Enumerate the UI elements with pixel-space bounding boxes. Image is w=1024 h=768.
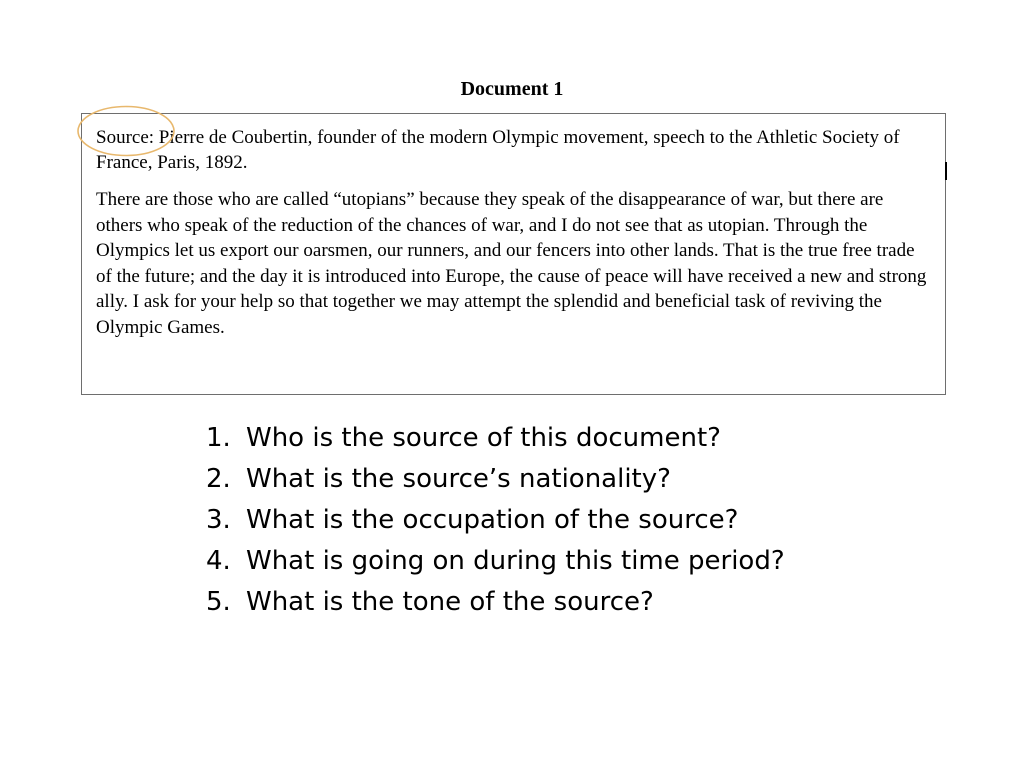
question-list	[206, 418, 785, 623]
source-box	[81, 113, 946, 395]
question-item	[206, 541, 785, 582]
source-citation: Source: Pierre de Coubertin, founder of the modern Olympic movement, speech to the Athletic Society of France, Paris, 1892.	[96, 127, 900, 173]
question-number: 1.	[206, 423, 231, 453]
question-item	[206, 582, 785, 623]
question-text: What is going on during this time period?	[246, 546, 785, 576]
document-title: Document 1	[460, 78, 564, 100]
question-number: 2.	[206, 464, 231, 494]
question-text: Who is the source of this document?	[246, 423, 721, 453]
question-number: 4.	[206, 546, 231, 576]
question-item	[206, 418, 785, 459]
question-number: 3.	[206, 505, 231, 535]
question-item	[206, 500, 785, 541]
question-text: What is the source’s nationality?	[246, 464, 671, 494]
source-quote: There are those who are called “utopians” because they speak of the disappearance of war, but there are others who speak of the reduction of the chances of war, and I do not see that as utopian. Through the Olympics let us export our oarsmen, our runners, and our fencers into other lands. That is the true free trade of the future; and the day it is introduced into Europe, the cause of peace will have received a new and strong ally. I ask for your help so that together we may attempt the splendid and beneficial task of reviving the Olympic Games.	[96, 189, 927, 338]
question-text: What is the tone of the source?	[246, 587, 654, 617]
box-edge-mark	[945, 162, 947, 180]
question-number: 5.	[206, 587, 231, 617]
question-text: What is the occupation of the source?	[246, 505, 739, 535]
question-item	[206, 459, 785, 500]
